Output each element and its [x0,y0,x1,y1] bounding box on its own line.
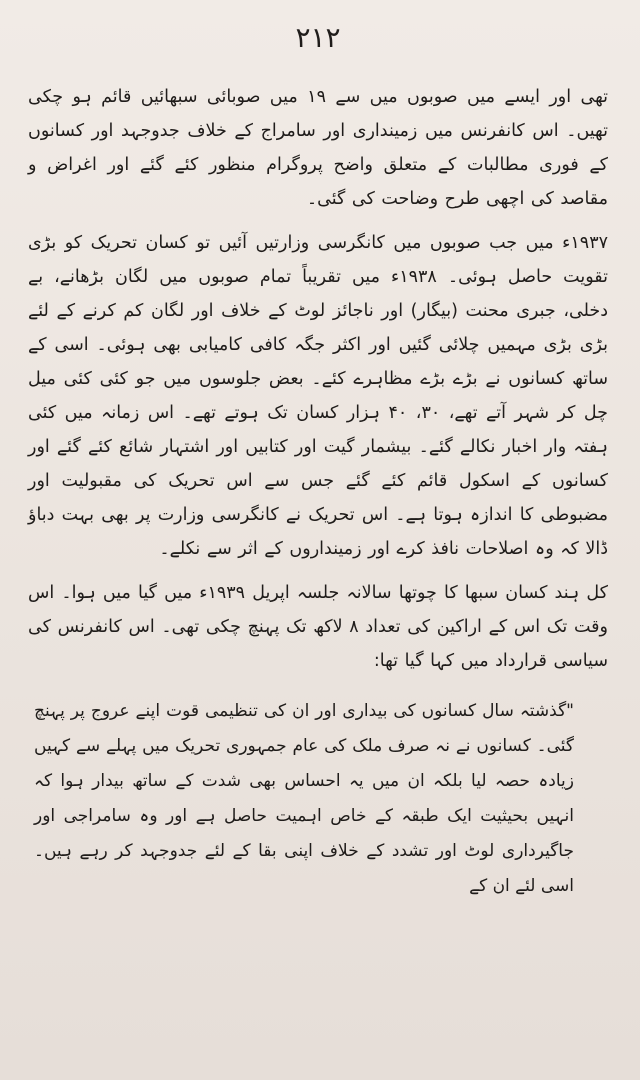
paragraph-1: تھی اور ایسے میں صوبوں میں سے ۱۹ میں صوبائی سبھائیں قائم ہو چکی تھیں۔ اس کانفرنس میں زمینداری اور سامراج کے خلاف جدوجہد اور کسانوں کے فوری مطالبات کے متعلق واضح پروگرام منظور کئے گئے اور اغراض و مقاصد کی اچھی طرح وضاحت کی گئی۔ [28,87,609,209]
paragraph-3: کل ہند کسان سبھا کا چوتھا سالانہ جلسہ اپریل ۱۹۳۹ء میں گیا میں ہوا۔ اس وقت تک اس کے اراکین کی تعداد ۸ لاکھ تک پہنچ چکی تھی۔ اس کانفرنس کی سیاسی قرارداد میں کہا گیا تھا: [28,583,608,671]
paragraph-2: ۱۹۳۷ء میں جب صوبوں میں کانگرسی وزارتیں آئیں تو کسان تحریک کو بڑی تقویت حاصل ہوئی۔ ۱۹۳۸ء میں تقریباً تمام صوبوں میں لگان بڑھانے، بے دخلی، جبری محنت (بیگار) اور ناجائز لوٹ کے خلاف اور لگان کم کرنے کے لئے بڑی بڑی مہمیں چلائی گئیں اور اکثر جگہ کافی کامیابی بھی ہوئی۔ اسی کے ساتھ کسانوں نے بڑے بڑے مظاہرے کئے۔ بعض جلوسوں میں جو کئی کئی میل چل کر شہر آتے تھے، ۳۰، ۴۰ ہزار کسان تک ہوتے تھے۔ اس زمانہ میں کئی ہفتہ وار اخبار نکالے گئے۔ بیشمار گیت اور کتابیں اور اشتہار شائع کئے گئے اور کسانوں کے اسکول قائم کئے گئے جس سے اس تحریک کی مقبولیت اور مضبوطی کا اندازہ ہوتا ہے۔ اس تحریک نے کانگرسی وزارت پر بھی بہت دباؤ ڈالا کہ وہ اصلاحات نافذ کرے اور زمینداروں کے اثر سے نکلے۔ [28,233,609,559]
page-number: ۲۱۲ [295,21,341,54]
block-quote: "گذشتہ سال کسانوں کی بیداری اور ان کی تنظیمی قوت اپنے عروج پر پہنچ گئی۔ کسانوں نے نہ صرف ملک کی عام جمہوری تحریک میں پہلے سے کہیں زیادہ حصہ لیا بلکہ ان میں یہ احساس بھی شدت کے ساتھ بیدار ہوا کہ انہیں بحیثیت ایک طبقہ کے خاص اہمیت حاصل ہے اور وہ سامراجی اور جاگیرداری لوٹ اور تشدد کے خلاف اپنی بقا کے لئے جدوجہد کر رہے ہیں۔ اسی لئے ان کے [34,701,574,896]
